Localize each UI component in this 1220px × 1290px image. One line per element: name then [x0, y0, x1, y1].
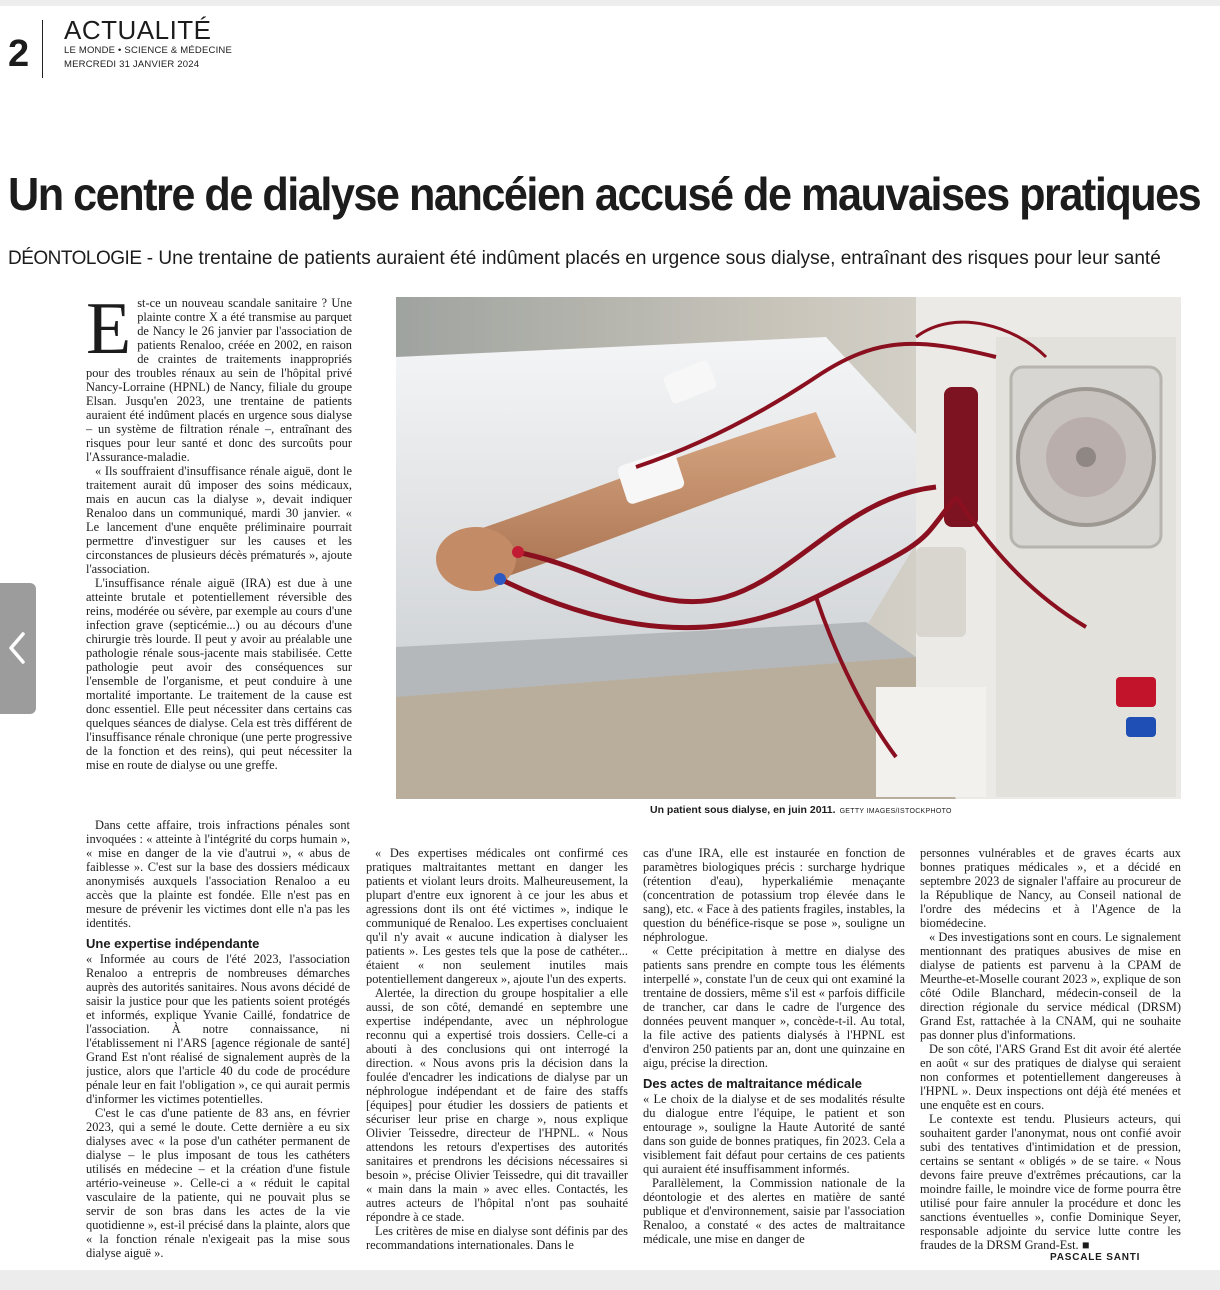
- paragraph: L'insuffisance rénale aiguë (IRA) est due à une atteinte brutale et potentiellement réversible des reins, modérée ou sévère, par exemple au cours d'une infection grave (septicémie...) ou au décours d'une chirurgie très lourde. Il peut y avoir au préalable une pathologie rénale sous-jacente mais stabilisée. Cette pathologie peut avoir des conséquences sur l'ensemble de l'organisme, et peut conduire à une mortalité importante. Le traitement de la cause est donc essentiel. Elle peut nécessiter dans certains cas quelques séances de dialyse. Cela est très différent de l'insuffisance rénale chronique (une perte progressive de la fonction et des reins), qui peut nécessiter la mise en route de dialyse ou une greffe.: [86, 576, 352, 772]
- paragraph: « Le choix de la dialyse et de ses modalités résulte du dialogue entre l'équipe, le patient et son entourage », souligne la Haute Autorité de santé dans son guide de bonnes pratiques, fin 2023. Cela a visiblement fait défaut pour certains de ces patients qui auraient été insuffisamment informés.: [643, 1092, 905, 1176]
- article-column-3: [643, 846, 905, 1268]
- subheading-expertise: Une expertise indépendante: [86, 936, 260, 951]
- paragraph: Parallèlement, la Commission nationale de la déontologie et des alertes en matière de santé publique et d'environnement, saisie par l'association Renaloo, a constaté « des actes de maltraitance médicale, une mise en danger de: [643, 1176, 905, 1246]
- article-column-1-continued: [86, 818, 350, 1268]
- paragraph-lead: [86, 296, 352, 464]
- standfirst-text: - Une trentaine de patients auraient été indûment placés en urgence sous dialyse, entraînant des risques pour leur santé: [141, 248, 1161, 269]
- chevron-left-icon: [6, 631, 28, 665]
- publication-date: MERCREDI 31 JANVIER 2024: [64, 59, 200, 70]
- caption-text: Un patient sous dialyse, en juin 2011.: [650, 804, 836, 816]
- drop-cap: E: [86, 296, 132, 370]
- article-column-4: [920, 846, 1181, 1268]
- paragraph: « Des expertises médicales ont confirmé ces pratiques maltraitantes mettant en danger les patients et violant leurs droits. Malheureusement, la plupart d'entre eux ignorent à ce jour les abus et agressions dont ils ont été victimes », indique le communiqué de Renaloo. Les expertises concluaient qu'il n'y avait « aucune indication à dialyser les patients ». Les gestes tels que la pose de cathéter... étaient « non seulement inutiles mais potentiellement dangereux », ajoute l'un des experts.: [366, 846, 628, 986]
- paragraph: « Ils souffraient d'insuffisance rénale aiguë, dont le traitement aurait dû imposer des soins médicaux, mais en aucun cas la dialyse », devait indiquer Renaloo dans un communiqué, mardi 30 janvier. « Le lancement d'une enquête préliminaire pourrait permettre d'investiguer sur les causes et les circonstances de plusieurs décès prématurés », ajoute l'association.: [86, 464, 352, 576]
- paragraph: cas d'une IRA, elle est instaurée en fonction de paramètres biologiques précis : surcharge hydrique (rétention d'eau), hyperkaliémie menaçante (concentration de potassium trop élevée dans le sang), etc. « Face à des patients fragiles, instables, la question du bénéfice-risque se pose », souligne un néphrologue.: [643, 846, 905, 944]
- previous-page-button[interactable]: [0, 583, 36, 714]
- photo-caption: [650, 804, 952, 816]
- standfirst-kicker: DÉONTOLOGIE: [8, 248, 142, 269]
- paragraph-text: st-ce un nouveau scandale sanitaire ? Une plainte contre X a été transmise au parquet de Nancy le 26 janvier par l'association de patients Renaloo, créée en 2002, en raison de craintes de traitements inappropriés pour des troubles rénaux au sein de l'hôpital privé Nancy-Lorraine (HPNL) de Nancy, filiale du groupe Elsan. Jusqu'en 2023, une trentaine de patients auraient été indûment placés en urgence sous dialyse – un système de filtration rénale –, entraînant des risques pour leur santé et donc des surcoûts pour l'Assurance-maladie.: [86, 296, 352, 464]
- article-standfirst: [8, 246, 1208, 272]
- article-column-1: [86, 296, 352, 848]
- paragraph-text: Le contexte est tendu. Plusieurs acteurs, qui souhaitent garder l'anonymat, nous ont confié avoir subi des tentatives d'intimidation et de pression, certains se sentant « obligés » de se taire. « Nous devons faire preuve d'extrêmes précautions, car la moindre faille, le moindre vice de forme pourra être utilisé pour faire annuler la procédure et donc les sanctions éventuelles », confie Dominique Seyer, responsable adjointe du service lutte contre les fraudes de la DRSM Grand-Est.: [920, 1112, 1181, 1252]
- paragraph: Dans cette affaire, trois infractions pénales sont invoquées : « atteinte à l'intégrité du corps humain », « mise en danger de la vie d'autrui », « abus de faiblesse ». C'est sur la base des dossiers médicaux anonymisés auxquels l'association Renaloo a eu accès que la plainte est fondée. Elle n'est pas en mesure de prévenir les victimes dont elle n'a pas les identités.: [86, 818, 350, 930]
- article-photo: [396, 297, 1181, 799]
- photo-credit: GETTY IMAGES/ISTOCKPHOTO: [839, 808, 952, 815]
- publication-name: LE MONDE • SCIENCE & MÉDECINE: [64, 45, 233, 56]
- article-headline: Un centre de dialyse nancéien accusé de mauvaises pratiques: [8, 168, 1201, 220]
- section-title: ACTUALITÉ: [64, 15, 212, 45]
- article-column-2: [366, 846, 628, 1268]
- paragraph: C'est le cas d'une patiente de 83 ans, en février 2023, qui a semé le doute. Cette dernière a eu six dialyses avec « la pose d'un cathéter permanent de dialyse – le plus imposant de tous les cathéters utilisés en médecine – et la création d'une fistule artério-veineuse ». Celle-ci a « réduit le capital vasculaire de la patiente, qui ne pouvait plus se servir de son bras dans les actes de la vie quotidienne », est-il précisé dans la plainte, alors que « la fonction rénale n'exigeait pas la mise sous dialyse aiguë ».: [86, 1106, 350, 1260]
- masthead-divider: [42, 20, 43, 78]
- paragraph: « Informée au cours de l'été 2023, l'association Renaloo a entrepris de nombreuses démarches auprès des autorités sanitaires. Nous avons décidé de saisir la justice pour que les patients soient protégés et informés, explique Yvanie Caillé, fondatrice de l'association. À notre connaissance, ni l'établissement ni l'ARS [agence régionale de santé] Grand Est n'ont réalisé de signalement auprès de la justice, alors que l'article 40 du code de procédure pénale leur en fait l'obligation », ce qui aurait permis d'informer les victimes potentielles.: [86, 952, 350, 1106]
- paragraph: « Cette précipitation à mettre en dialyse des patients sans prendre en compte tous les éléments interpellé », constate l'un de ceux qui ont examiné la trentaine de dossiers, même s'il est « parfois difficile de trancher, car dans le cadre de l'urgence des données peuvent manquer », concède-t-il. Au total, la file active des patients dialysés à l'HPNL est d'environ 250 patients par an, dont une quinzaine en aigu, précise la direction.: [643, 944, 905, 1070]
- viewer-top-edge: [0, 0, 1220, 6]
- paragraph: personnes vulnérables et de graves écarts aux bonnes pratiques médicales », et a décidé en septembre 2023 de signaler l'affaire au procureur de la République de Nancy, au Conseil national de l'ordre des médecins et à l'Agence de la biomédecine.: [920, 846, 1181, 930]
- end-mark: ■: [1078, 1238, 1090, 1252]
- dialysis-photo-illustration: [396, 297, 1181, 799]
- subheading-maltraitance: Des actes de maltraitance médicale: [643, 1076, 862, 1091]
- paragraph: « Des investigations sont en cours. Le signalement mentionnant des pratiques abusives de mise en dialyse de patients est parvenu à la CPAM de Meurthe-et-Moselle courant 2023 », explique de son côté Odile Blanchard, médecin-conseil de la direction régionale du service médical (DRSM) Grand Est, rattachée à la CNAM, qui ne souhaite pas donner plus d'informations.: [920, 930, 1181, 1042]
- viewer-bottom-edge: [0, 1270, 1220, 1290]
- paragraph: De son côté, l'ARS Grand Est dit avoir été alertée en août « sur des pratiques de dialyse qui seraient non conformes et potentiellement dangereuses à l'HPNL ». Deux inspections ont déjà été menées et une enquête est en cours.: [920, 1042, 1181, 1112]
- page-number: 2: [8, 33, 30, 75]
- paragraph: Les critères de mise en dialyse sont définis par des recommandations internationales. Dans le: [366, 1224, 628, 1252]
- author-byline: PASCALE SANTI: [1050, 1252, 1141, 1263]
- paragraph-final: [920, 1112, 1181, 1252]
- paragraph: Alertée, la direction du groupe hospitalier a elle aussi, de son côté, demandé en septembre une expertise indépendante, avec un néphrologue reconnu qui a expertisé trois dossiers. Celle-ci a abouti à des conclusions qui ont interrogé la direction. « Nous avons pris la décision dans la foulée d'encadrer les indications de dialyse par un néphrologue indépendant et de faire des staffs [équipes] pour étudier les dossiers de patients et sécuriser leur prise en charge », nous explique Olivier Teissedre, directeur de l'HPNL. « Nous attendons les retours d'expertises des autorités sanitaires et prendrons les décisions nécessaires si besoin », précise Olivier Teissedre, qui dit travailler « main dans la main » avec elles. Contactés, les autres acteurs de l'hôpital n'ont pas souhaité répondre à ce stade.: [366, 986, 628, 1224]
